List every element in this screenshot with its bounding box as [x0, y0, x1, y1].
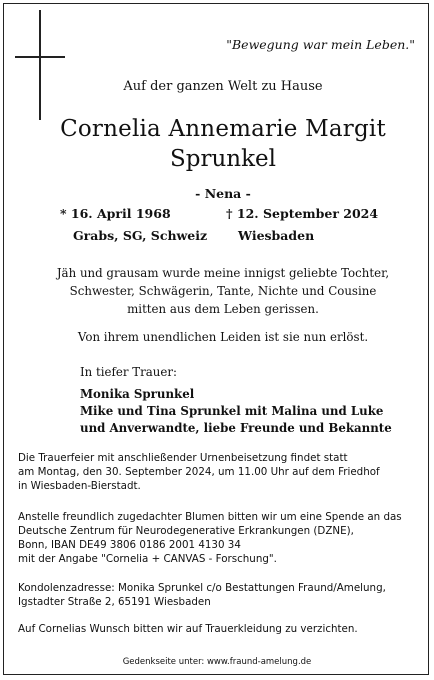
- motto-quote: "Bewegung war mein Leben.": [226, 37, 415, 52]
- mourner-line: Mike und Tina Sprunkel mit Malina und Luke: [80, 404, 384, 418]
- cross-icon-beam: [15, 56, 65, 58]
- info-line: am Montag, den 30. September 2024, um 11.00 Uhr auf dem Friedhof: [18, 466, 380, 478]
- nickname: - Nena -: [195, 186, 251, 201]
- announcement-line: Jäh und grausam wurde meine innigst geliebte Tochter,: [56, 266, 390, 280]
- donation-info: [18, 510, 418, 566]
- condolence-address: [18, 581, 418, 609]
- info-line: Kondolenzadresse: Monika Sprunkel c/o Bestattungen Fraund/Amelung,: [18, 582, 386, 594]
- memorial-page-link[interactable]: Gedenkseite unter: www.fraund-amelung.de: [122, 657, 312, 667]
- info-line: Igstadter Straße 2, 65191 Wiesbaden: [18, 596, 211, 608]
- mourners-list: [80, 386, 392, 437]
- funeral-info: [18, 451, 418, 493]
- info-line: Bonn, IBAN DE49 3806 0186 2001 4130 34: [18, 539, 241, 551]
- info-line: Anstelle freundlich zugedachter Blumen bitten wir um eine Spende an das: [18, 511, 402, 523]
- deceased-name-first: Cornelia Annemarie Margit: [60, 116, 386, 142]
- death-place: Wiesbaden: [238, 228, 315, 243]
- birth-place: Grabs, SG, Schweiz: [73, 228, 208, 243]
- birth-date: * 16. April 1968: [60, 206, 171, 221]
- info-line: Die Trauerfeier mit anschließender Urnenbeisetzung findet statt: [18, 452, 348, 464]
- mourner-line: Monika Sprunkel: [80, 387, 195, 401]
- announcement-line: mitten aus dem Leben gerissen.: [127, 302, 319, 316]
- dress-note: Auf Cornelias Wunsch bitten wir auf Trauerkleidung zu verzichten.: [18, 623, 358, 635]
- info-line: mit der Angabe "Cornelia + CANVAS - Forschung".: [18, 553, 277, 565]
- relief-text: Von ihrem unendlichen Leiden ist sie nun erlöst.: [77, 330, 369, 344]
- cross-icon: [39, 10, 41, 120]
- mourner-line: und Anverwandte, liebe Freunde und Bekannte: [80, 421, 392, 435]
- mourning-label: In tiefer Trauer:: [80, 365, 177, 379]
- info-line: in Wiesbaden-Bierstadt.: [18, 480, 141, 492]
- death-date: † 12. September 2024: [226, 206, 379, 221]
- intro-line: Auf der ganzen Welt zu Hause: [123, 79, 323, 94]
- info-line: Deutsche Zentrum für Neurodegenerative Erkrankungen (DZNE),: [18, 525, 354, 537]
- announcement-line: Schwester, Schwägerin, Tante, Nichte und Cousine: [69, 284, 377, 298]
- deceased-name-last: Sprunkel: [169, 146, 276, 172]
- announcement-text: [0, 264, 434, 318]
